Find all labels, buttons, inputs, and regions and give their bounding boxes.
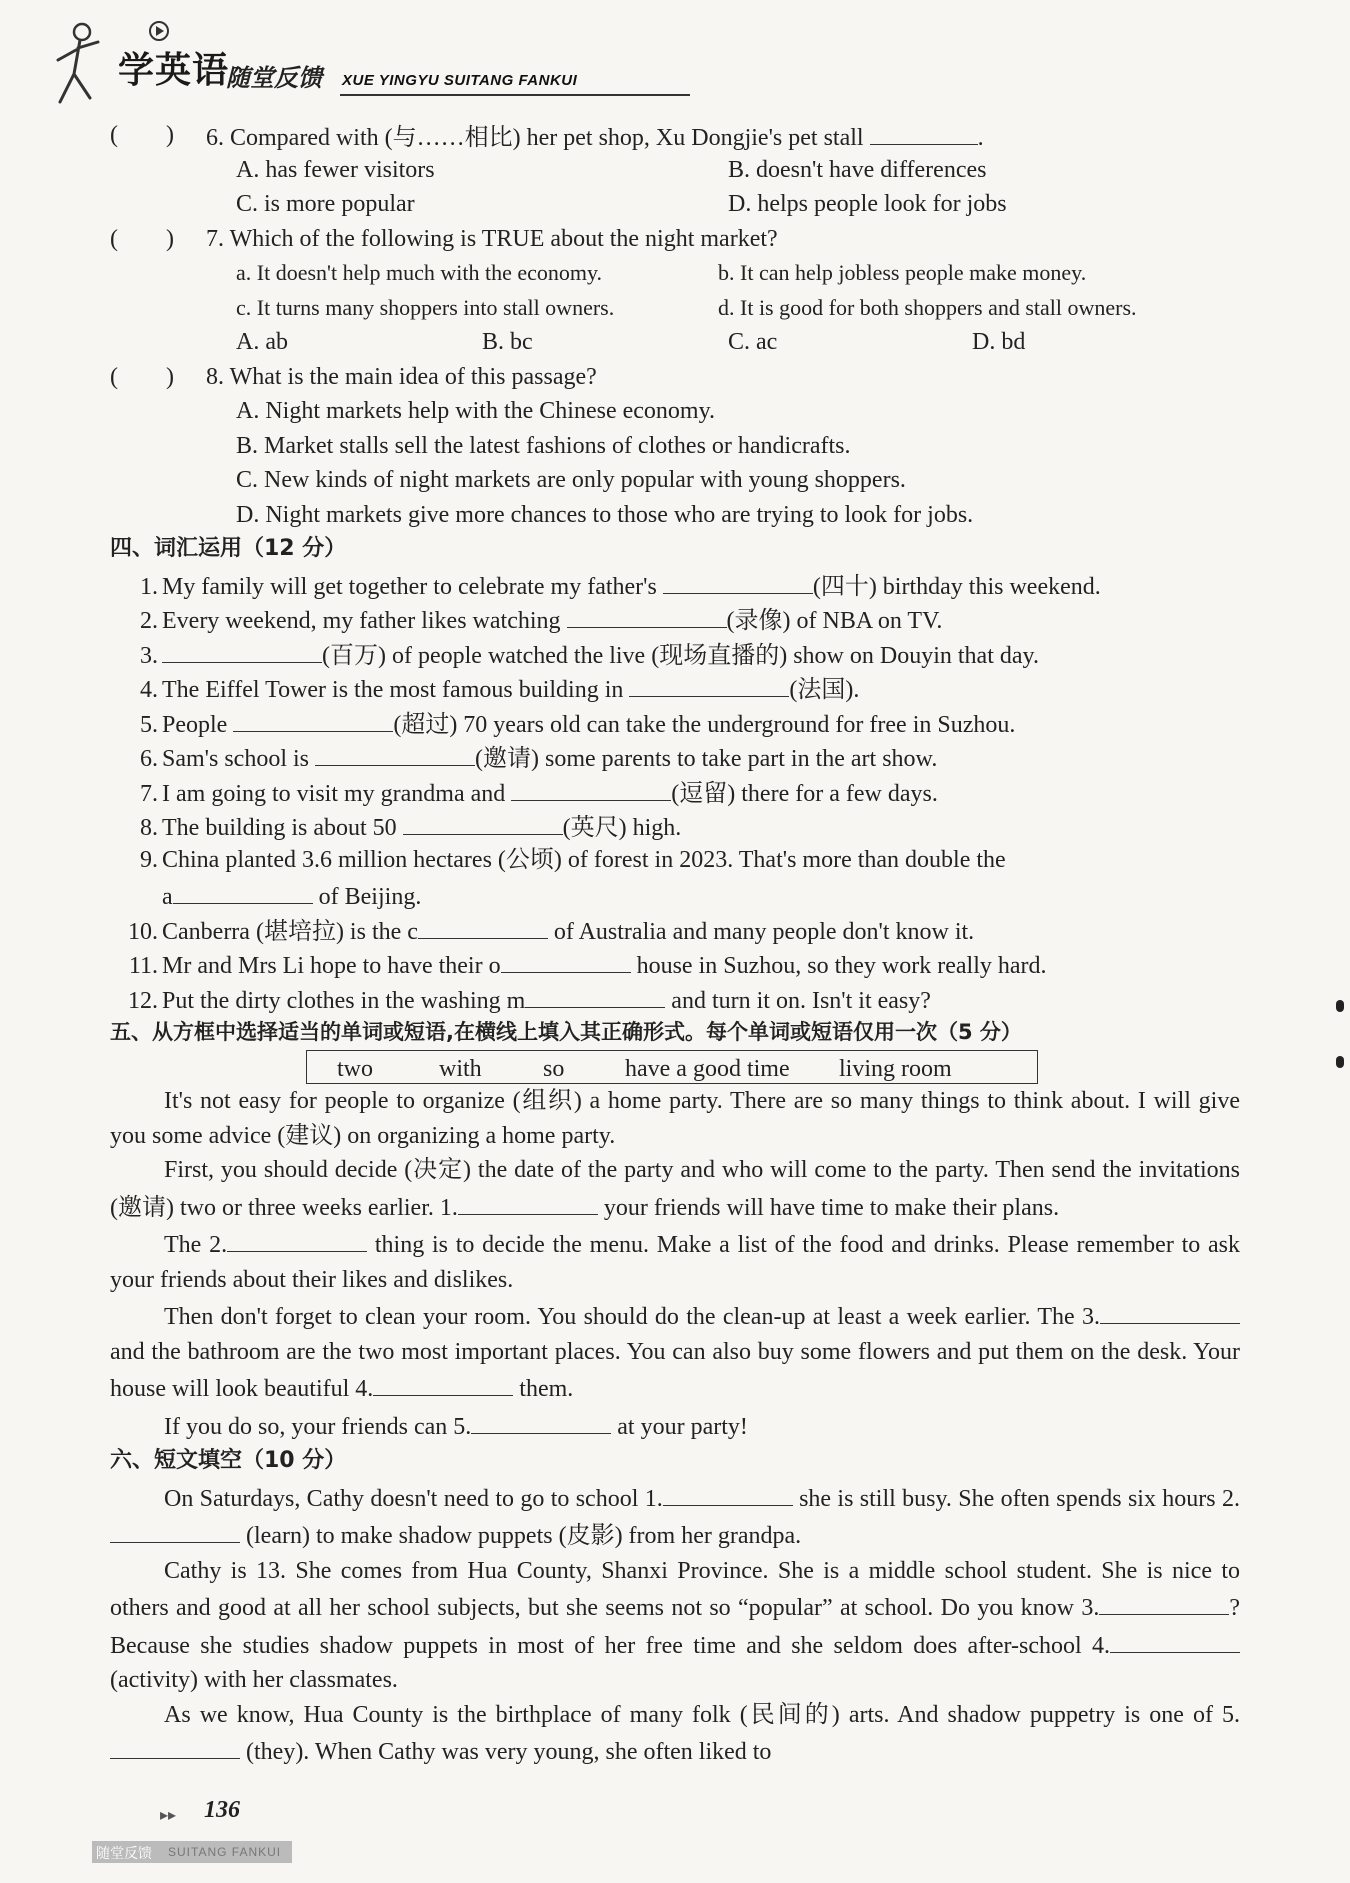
question-6	[110, 118, 1240, 153]
blank-number: 3.	[1081, 1595, 1100, 1621]
item-number: 5.	[140, 711, 158, 738]
vocab-item-12	[110, 981, 1240, 1016]
vocab-item	[110, 567, 1240, 602]
answer-blank[interactable]	[373, 1369, 513, 1396]
vocab-item	[110, 808, 1240, 843]
item-text: a	[162, 884, 173, 910]
paragraph-text: at your party!	[611, 1413, 748, 1440]
item-text: of Beijing.	[318, 884, 422, 910]
question-7	[110, 222, 1240, 257]
vocab-item-9-cont	[110, 877, 1240, 912]
statements-row	[110, 256, 1240, 291]
section-6-title: 六、短文填空（10 分）	[110, 1448, 347, 1473]
footer-pinyin: SUITANG FANKUI	[168, 1845, 282, 1859]
footer-label: 随堂反馈	[96, 1846, 152, 1862]
options-row	[110, 325, 1240, 360]
blank-number: 3.	[1082, 1304, 1100, 1330]
header-rule	[340, 94, 690, 96]
passage-paragraph	[110, 1225, 1240, 1297]
answer-blank[interactable]	[227, 1225, 367, 1252]
answer-blank[interactable]	[403, 808, 563, 835]
option-b: B. doesn't have differences	[728, 156, 987, 183]
page-header	[50, 14, 650, 114]
vocab-item-10	[110, 912, 1240, 947]
item-number: 8.	[140, 815, 158, 841]
options-row	[110, 153, 1240, 188]
answer-bracket[interactable]: ( )	[110, 363, 174, 390]
option-a: A. Night markets help with the Chinese economy.	[236, 398, 716, 424]
vocab-item	[110, 705, 1240, 740]
paragraph-text: As we know, Hua County is the birthplace of many folk (民间的) arts. And shadow puppetry is one of	[164, 1701, 1222, 1728]
item-text: Canberra (堪培拉) is the c	[162, 918, 418, 945]
word-box-row	[110, 1050, 1240, 1085]
question-stem: 7. Which of the following is TRUE about the night market?	[206, 225, 778, 252]
answer-blank[interactable]	[629, 670, 789, 697]
answer-bracket[interactable]: ( )	[110, 122, 174, 148]
statement-c: c. It turns many shoppers into stall owners.	[236, 294, 615, 320]
answer-blank[interactable]	[663, 567, 813, 594]
blank-number: 2.	[1222, 1485, 1240, 1512]
vocab-list	[110, 567, 1240, 843]
blank-number: 4.	[355, 1376, 374, 1402]
vocab-item-9	[110, 843, 1240, 878]
answer-blank[interactable]	[1099, 1588, 1229, 1615]
paragraph-text: (learn) to make shadow puppets (皮影) from her grandpa.	[240, 1523, 802, 1549]
item-text: The Eiffel Tower is the most famous building in	[162, 677, 624, 703]
answer-blank[interactable]	[870, 118, 978, 145]
options-row	[110, 498, 1240, 533]
section-5-title: 五、从方框中选择适当的单词或短语,在横线上填入其正确形式。每个单词或短语仅用一次（5 分）	[110, 1020, 1022, 1044]
item-text: (邀请) some parents to take part in the art show.	[475, 746, 938, 772]
item-number: 11.	[128, 953, 158, 979]
answer-blank[interactable]	[110, 1732, 240, 1759]
paragraph-text: them.	[513, 1376, 574, 1402]
item-number: 7.	[140, 780, 158, 807]
item-text: The building is about 50	[162, 815, 397, 841]
item-text: house in Suzhou, so they work really hard.	[636, 953, 1047, 979]
word-option: with	[439, 1055, 482, 1082]
options-row	[110, 187, 1240, 222]
item-number: 6.	[140, 746, 158, 772]
options-row	[110, 394, 1240, 429]
passage-paragraph	[110, 1554, 1240, 1698]
paragraph-text: It's not easy for people to organize (组织) a home party. There are so many things to think about. I will give you some advice (建议) on organizing a home party.	[110, 1088, 1240, 1149]
word-option: have a good time	[625, 1055, 790, 1082]
page-footer	[92, 1797, 392, 1877]
question-stem: 8. What is the main idea of this passage?	[206, 363, 597, 390]
paragraph-text: ? Because she studies shadow puppets in most of her free time and she seldom does after-school	[110, 1595, 1240, 1659]
answer-blank[interactable]	[418, 912, 548, 939]
paragraph-text: If you do so, your friends can	[164, 1413, 454, 1440]
answer-blank[interactable]	[501, 946, 631, 973]
blank-number: 2.	[209, 1232, 228, 1258]
brand-subtitle: 随堂反馈	[226, 64, 322, 92]
answer-blank[interactable]	[458, 1188, 598, 1215]
arrow-icon: ▸▸	[160, 1807, 177, 1824]
answer-blank[interactable]	[525, 981, 665, 1008]
binding-mark	[1336, 1056, 1344, 1068]
play-icon	[148, 20, 170, 42]
word-option: so	[543, 1055, 565, 1082]
answer-bracket[interactable]: ( )	[110, 225, 174, 252]
item-text: (法国).	[789, 677, 860, 703]
vocab-item	[110, 774, 1240, 809]
item-text: (百万) of people watched the live (现场直播的) show on Douyin that day.	[322, 642, 1039, 669]
item-number: 4.	[140, 677, 158, 703]
answer-blank[interactable]	[663, 1479, 793, 1506]
worksheet-content	[110, 118, 1240, 1770]
vocab-item	[110, 739, 1240, 774]
statements-row	[110, 291, 1240, 326]
paragraph-text: thing is to decide the menu. Make a list of the food and drinks. Please remember to ask your friends about their likes and dislikes.	[110, 1232, 1241, 1293]
item-text: China planted 3.6 million hectares (公顷) of forest in 2023. That's more than double the	[162, 846, 1006, 873]
item-text: (四十) birthday this weekend.	[812, 573, 1101, 600]
word-box	[306, 1050, 1038, 1084]
brand-pinyin: XUE YINGYU SUITANG FANKUI	[342, 72, 578, 89]
answer-blank[interactable]	[173, 877, 313, 904]
item-number: 12.	[128, 987, 158, 1014]
vocab-item	[110, 601, 1240, 636]
paragraph-text: (they). When Cathy was very young, she often liked to	[240, 1739, 772, 1765]
option-c: C. is more popular	[236, 191, 415, 217]
item-text: (超过) 70 years old can take the underground for free in Suzhou.	[393, 711, 1016, 738]
item-number: 9.	[140, 846, 158, 873]
option-a: A. has fewer visitors	[236, 156, 435, 183]
passage-paragraph	[110, 1297, 1240, 1407]
item-text: Put the dirty clothes in the washing m	[162, 987, 526, 1014]
option-c: C. ac	[728, 329, 778, 355]
vocab-item-11	[110, 946, 1240, 981]
word-option: living room	[839, 1055, 952, 1082]
answer-blank[interactable]	[315, 739, 475, 766]
item-text: My family will get together to celebrate my father's	[162, 573, 657, 600]
options-row	[110, 463, 1240, 498]
question-stem: 6. Compared with (与……相比) her pet shop, Xu Dongjie's pet stall	[206, 125, 864, 151]
item-text: I am going to visit my grandma and	[162, 780, 506, 807]
option-d: D. helps people look for jobs	[728, 191, 1007, 217]
brand-title: 学英语	[118, 50, 230, 91]
binding-mark	[1336, 1000, 1344, 1012]
item-text: Every weekend, my father likes watching	[162, 608, 561, 634]
paragraph-text: On Saturdays, Cathy doesn't need to go to school	[164, 1485, 645, 1512]
item-number: 2.	[140, 608, 158, 634]
item-text: Sam's school is	[162, 746, 309, 772]
passage-paragraph	[110, 1084, 1240, 1153]
option-b: B. bc	[482, 329, 533, 355]
answer-blank[interactable]	[1100, 1297, 1240, 1324]
blank-number: 5.	[453, 1413, 472, 1440]
paragraph-text: she is still busy. She often spends six hours	[792, 1485, 1222, 1512]
option-d: D. bd	[972, 329, 1026, 355]
word-option: two	[337, 1055, 373, 1082]
option-d: D. Night markets give more chances to those who are trying to look for jobs.	[236, 501, 974, 528]
paragraph-text: Cathy is 13. She comes from Hua County, Shanxi Province. She is a middle school student. She is nice to others and good at all her school subjects, but she seems not so “popular” at school. Do you know	[110, 1557, 1240, 1621]
paragraph-text: Then don't forget to clean your room. You should do the clean-up at least a week earlier. The	[164, 1304, 1082, 1330]
answer-blank[interactable]	[511, 774, 671, 801]
option-b: B. Market stalls sell the latest fashions of clothes or handicrafts.	[236, 432, 851, 459]
passage-paragraph	[110, 1698, 1240, 1770]
paragraph-text: (activity) with her classmates.	[110, 1667, 398, 1693]
item-number: 10.	[128, 918, 158, 945]
vocab-item	[110, 670, 1240, 705]
item-number: 1.	[140, 573, 158, 600]
paragraph-text: The	[164, 1232, 210, 1258]
passage-paragraph	[110, 1407, 1240, 1445]
blank-number: 4.	[1092, 1632, 1110, 1659]
answer-blank[interactable]	[567, 601, 727, 628]
options-row	[110, 429, 1240, 464]
blank-number: 1.	[644, 1485, 663, 1512]
vocab-item	[110, 636, 1240, 671]
answer-blank[interactable]	[233, 705, 393, 732]
item-text: Mr and Mrs Li hope to have their o	[162, 953, 501, 979]
answer-blank[interactable]	[471, 1407, 611, 1434]
statement-b: b. It can help jobless people make money.	[718, 260, 1087, 285]
question-8	[110, 360, 1240, 395]
item-text: (逗留) there for a few days.	[671, 780, 938, 807]
answer-blank[interactable]	[110, 1516, 240, 1543]
passage-paragraph	[110, 1479, 1240, 1554]
item-text: and turn it on. Isn't it easy?	[671, 987, 931, 1014]
section-4-title: 四、词汇运用（12 分）	[110, 536, 347, 561]
passage-paragraph	[110, 1153, 1240, 1225]
option-c: C. New kinds of night markets are only popular with young shoppers.	[236, 467, 906, 493]
mascot-logo-icon	[50, 14, 120, 114]
paragraph-text: your friends will have time to make their plans.	[597, 1194, 1060, 1221]
item-number: 3.	[140, 642, 158, 669]
item-text: of Australia and many people don't know it.	[553, 918, 975, 945]
punct: .	[977, 125, 984, 151]
statement-d: d. It is good for both shoppers and stall owners.	[718, 294, 1137, 320]
item-text: (录像) of NBA on TV.	[726, 608, 943, 634]
answer-blank[interactable]	[162, 636, 322, 663]
statement-a: a. It doesn't help much with the economy.	[236, 260, 603, 285]
blank-number: 5.	[1222, 1701, 1240, 1728]
paragraph-text: First, you should decide (决定) the date of the party and who will come to the party. Then send the invitations (邀请) two or three weeks earlier.	[110, 1157, 1240, 1221]
paragraph-text: and the bathroom are the two most important places. You can also buy some flowers and put them on the desk. Your house will look beautiful	[110, 1338, 1240, 1402]
item-text: People	[162, 711, 228, 738]
item-text: (英尺) high.	[562, 815, 682, 841]
blank-number: 1.	[439, 1194, 458, 1221]
answer-blank[interactable]	[1110, 1626, 1240, 1653]
page-number: 136	[204, 1797, 240, 1823]
option-a: A. ab	[236, 329, 288, 355]
